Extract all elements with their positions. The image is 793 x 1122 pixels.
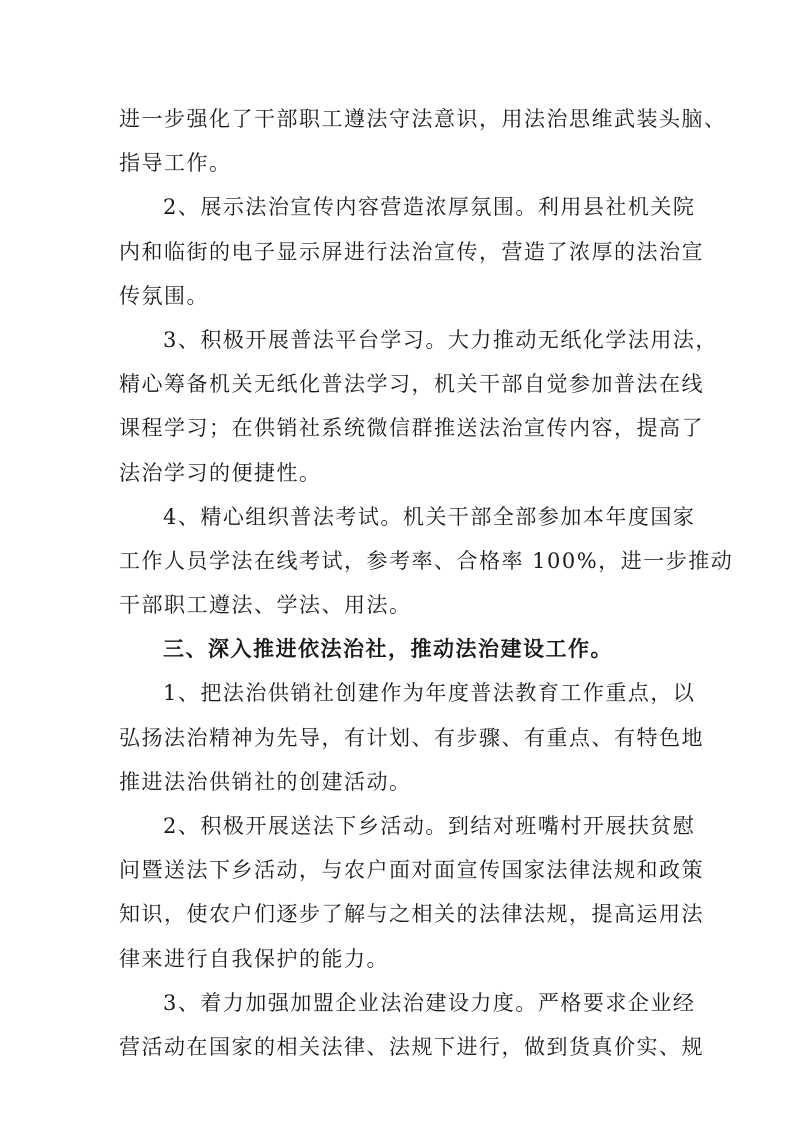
text-line: 进一步强化了干部职工遵法守法意识，用法治思维武装头脑、 bbox=[119, 107, 727, 131]
text-line: 2、展示法治宣传内容营造浓厚氛围。利用县社机关院 bbox=[163, 195, 696, 220]
text-line: 2、积极开展送法下乡活动。到结对班嘴村开展扶贫慰 bbox=[163, 814, 696, 838]
text-line: 干部职工遵法、学法、用法。 bbox=[119, 593, 412, 618]
text-line: 3、着力加强加盟企业法治建设力度。严格要求企业经 bbox=[163, 990, 696, 1015]
text-line: 推进法治供销社的创建活动。 bbox=[119, 769, 412, 794]
text-line: 弘扬法治精神为先导，有计划、有步骤、有重点、有特色地 bbox=[119, 725, 704, 750]
text-line: 营活动在国家的相关法律、法规下进行，做到货真价实、规 bbox=[119, 1034, 704, 1059]
text-line: 律来进行自我保护的能力。 bbox=[119, 946, 389, 971]
text-line: 知识，使农户们逐步了解与之相关的法律法规，提高运用法 bbox=[119, 902, 704, 927]
text-line: 精心筹备机关无纸化普法学习，机关干部自觉参加普法在线 bbox=[119, 372, 704, 397]
text-line: 1、把法治供销社创建作为年度普法教育工作重点，以 bbox=[163, 681, 696, 706]
text-line: 法治学习的便捷性。 bbox=[119, 460, 322, 485]
text-line: 传氛围。 bbox=[119, 283, 209, 308]
text-line: 4、精心组织普法考试。机关干部全部参加本年度国家 bbox=[163, 504, 696, 529]
text-line: 3、积极开展普法平台学习。大力推动无纸化学法用法， bbox=[163, 327, 718, 352]
document-body bbox=[119, 97, 734, 1069]
text-line: 问暨送法下乡活动，与农户面对面宣传国家法律法规和政策 bbox=[119, 858, 704, 883]
text-line: 课程学习；在供销社系统微信群推送法治宣传内容，提高了 bbox=[119, 416, 704, 441]
section-heading: 三、深入推进依法治社，推动法治建设工作。 bbox=[163, 636, 613, 662]
text-line: 指导工作。 bbox=[119, 151, 232, 176]
text-line: 工作人员学法在线考试，参考率、合格率 100%，进一步推动 bbox=[119, 548, 734, 573]
text-line: 内和临街的电子显示屏进行法治宣传，营造了浓厚的法治宣 bbox=[119, 239, 704, 264]
